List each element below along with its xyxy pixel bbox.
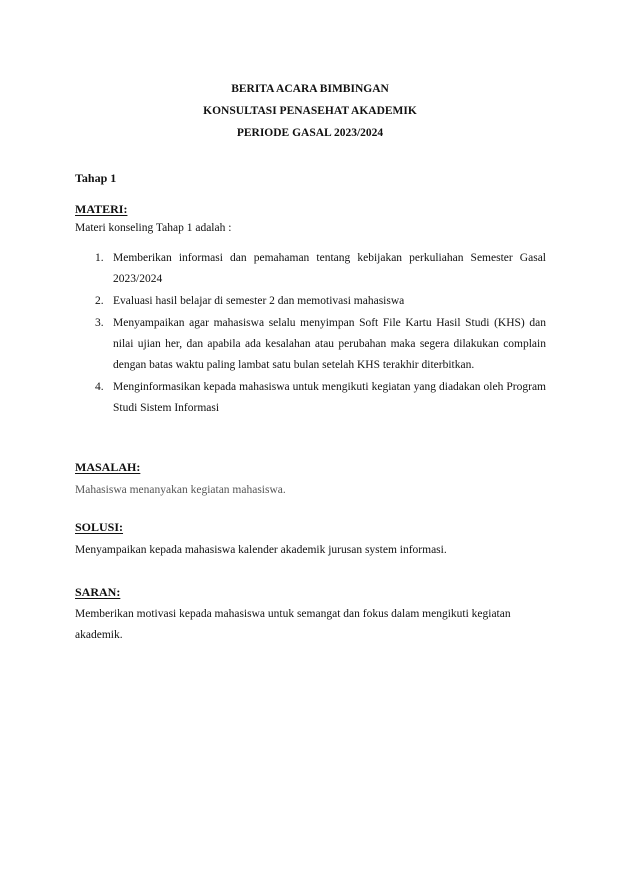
list-item-number: 2. <box>95 295 104 307</box>
solusi-heading: SOLUSI: <box>75 520 124 534</box>
title-line-1: BERITA ACARA BIMBINGAN <box>231 83 389 95</box>
title-line-3: PERIODE GASAL 2023/2024 <box>236 127 384 139</box>
saran-heading: SARAN: <box>75 585 121 599</box>
list-item <box>75 377 546 419</box>
list-item-text: Menyampaikan agar mahasiswa selalu menyimpan Soft File Kartu Hasil Studi (KHS) dan nilai ujian her, dan apabila ada kesalahan atau perubahan maka segera dilakukan complain dengan batas waktu paling lambat satu bulan setelah KHS terakhir diterbitkan. <box>113 317 546 371</box>
list-item <box>75 291 546 312</box>
masalah-heading: MASALAH: <box>75 460 141 474</box>
title-line-2: KONSULTASI PENASEHAT AKADEMIK <box>203 105 417 117</box>
list-item-number: 3. <box>95 317 104 329</box>
document-title <box>0 78 620 144</box>
list-item <box>75 313 546 376</box>
list-item-text: Memberikan informasi dan pemahaman tentang kebijakan perkuliahan Semester Gasal 2023/2024 <box>113 252 546 285</box>
list-item-text: Menginformasikan kepada mahasiswa untuk mengikuti kegiatan yang diadakan oleh Program Studi Sistem Informasi <box>113 381 546 414</box>
list-item-text: Evaluasi hasil belajar di semester 2 dan memotivasi mahasiswa <box>113 295 405 307</box>
list-item <box>75 248 546 290</box>
materi-list <box>75 248 546 420</box>
list-item-number: 4. <box>95 381 104 393</box>
stage-label: Tahap 1 <box>75 171 117 185</box>
solusi-text: Menyampaikan kepada mahasiswa kalender akademik jurusan system informasi. <box>75 544 447 556</box>
materi-intro: Materi konseling Tahap 1 adalah : <box>75 222 232 234</box>
materi-heading: MATERI: <box>75 202 128 216</box>
list-item-number: 1. <box>95 252 104 264</box>
masalah-text: Mahasiswa menanyakan kegiatan mahasiswa. <box>75 484 286 496</box>
saran-text: Memberikan motivasi kepada mahasiswa untuk semangat dan fokus dalam mengikuti kegiatan akademik. <box>75 608 511 641</box>
